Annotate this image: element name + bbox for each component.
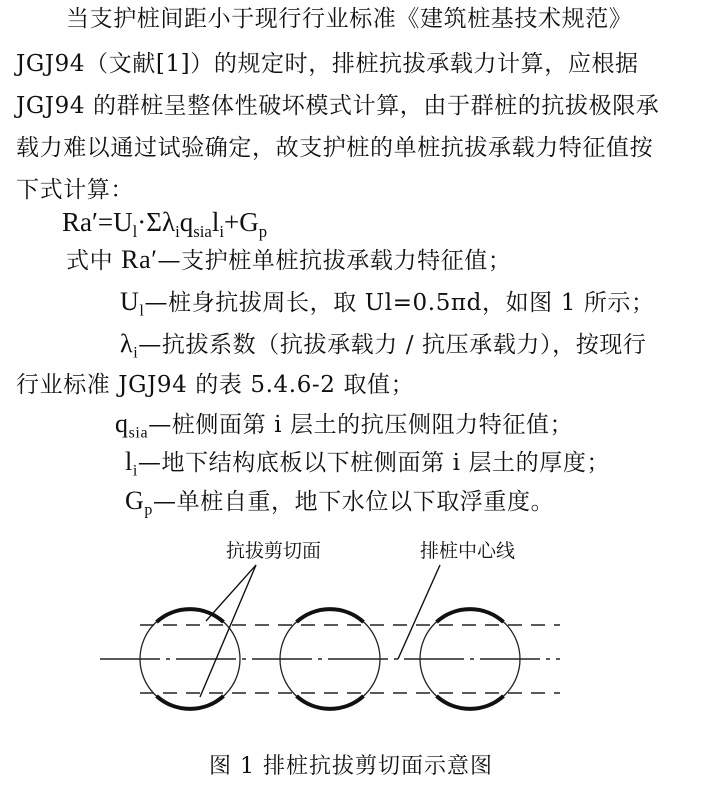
pile-3-arc-top [437, 609, 504, 622]
formula-lhs: Ra′ [62, 207, 98, 237]
definition-l [125, 447, 610, 478]
definition-q-text: —桩侧面第 i 层土的抗压侧阻力特征值； [148, 412, 574, 438]
definition-l-sub: i [132, 462, 138, 480]
formula-l: l [211, 207, 220, 237]
definition-u-symbol: U [120, 287, 140, 316]
formula-sub-p: p [258, 221, 268, 241]
formula-sub-i: i [175, 221, 180, 241]
paragraph-line-2: JGJ94（文献[1]）的规定时，排桩抗拔承载力计算，应根据 [16, 51, 639, 77]
formula-sub-sia: sia [193, 221, 212, 241]
formula-line [62, 206, 268, 241]
paragraph-line-3: JGJ94 的群桩呈整体性破坏模式计算，由于群桩的抗拔极限承 [16, 93, 660, 119]
formula-sub-i2: i [219, 221, 225, 241]
formula-sum-lambda: ·Σλ [137, 207, 176, 237]
definition-ra-symbol: Ra′ [121, 245, 158, 274]
formula-q: q [179, 207, 194, 237]
definition-g-text: —单桩自重，地下水位以下取浮重度。 [153, 489, 555, 515]
pile-2-arc-top [297, 609, 364, 622]
definition-q-symbol: q [115, 409, 129, 438]
formula-u: =U [97, 207, 133, 237]
formula-sub-l: l [132, 221, 138, 241]
figure-caption: 图 1 排桩抗拔剪切面示意图 [209, 754, 493, 779]
label-shear-plane: 抗拔剪切面 [226, 540, 322, 562]
definition-lambda-symbol: λ [120, 329, 134, 358]
definition-lambda-line-2: 行业标准 JGJ94 的表 5.4.6-2 取值； [16, 372, 415, 398]
paragraph-line-1: 当支护桩间距小于现行行业标准《建筑桩基技术规范》 [66, 6, 633, 32]
definition-lambda-text: —抗拔系数（抗拔承载力 / 抗压承载力），按现行 [138, 332, 647, 358]
definition-ra-text: —支护桩单桩抗拔承载力特征值； [157, 248, 512, 274]
definition-l-symbol: l [125, 447, 133, 476]
definition-u-text: —桩身抗拔周长，取 Ul=0.5πd，如图 1 所示； [144, 290, 655, 316]
leader-centerline [398, 565, 440, 659]
definition-lambda [120, 329, 647, 360]
pile-2-arc-bottom [297, 696, 364, 709]
paragraph-line-5: 下式计算： [16, 177, 134, 203]
definition-ra [66, 245, 512, 276]
formula-plus-g: +G [224, 207, 259, 237]
leader-shear-bottom [200, 565, 256, 697]
pile-1-arc-bottom [157, 696, 224, 709]
definition-u [120, 287, 655, 318]
definition-q-sub: sia [128, 424, 149, 442]
definition-l-text: —地下结构底板以下桩侧面第 i 层土的厚度； [137, 450, 611, 476]
definition-prefix: 式中 [66, 248, 114, 274]
definition-lambda-sub: i [133, 344, 139, 362]
definition-g-symbol: G [125, 486, 145, 515]
label-pile-centerline: 排桩中心线 [420, 540, 516, 562]
definition-g [125, 486, 554, 517]
definition-u-sub: l [139, 302, 145, 320]
definition-g-sub: p [144, 501, 153, 519]
pile-1-arc-top [157, 609, 224, 622]
pile-3-arc-bottom [437, 696, 504, 709]
leader-shear-top [206, 565, 256, 621]
paragraph-line-4: 载力难以通过试验确定，故支护桩的单桩抗拔承载力特征值按 [16, 135, 654, 161]
pile-shear-diagram [0, 525, 702, 745]
definition-q [115, 409, 573, 440]
